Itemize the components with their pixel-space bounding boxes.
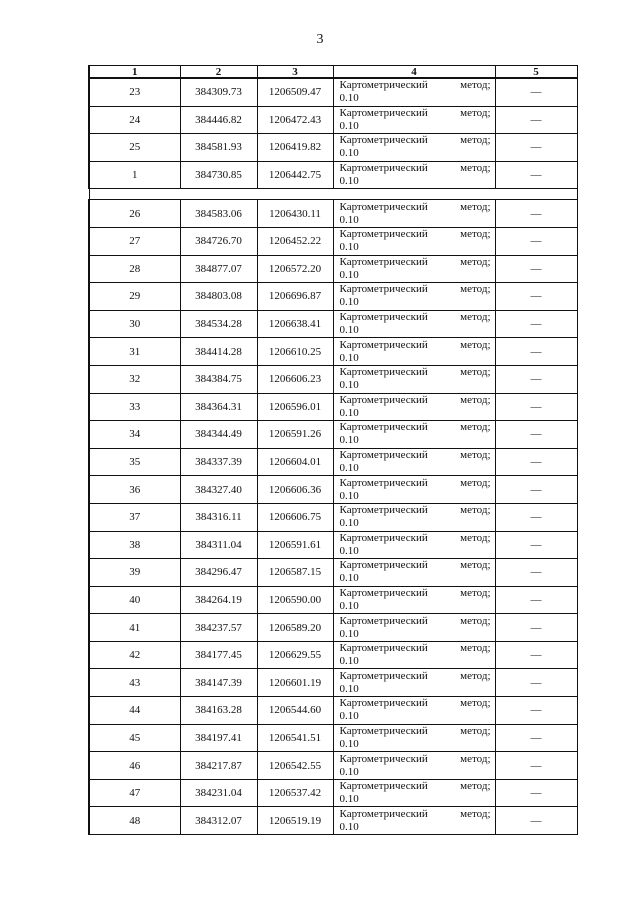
column-5-value: — (495, 807, 577, 835)
coordinate-x: 384414.28 (180, 338, 257, 366)
point-number: 45 (89, 724, 180, 752)
coordinate-y: 1206589.20 (257, 614, 333, 642)
coordinate-x: 384384.75 (180, 365, 257, 393)
coordinate-x: 384316.11 (180, 503, 257, 531)
coordinate-y: 1206606.23 (257, 365, 333, 393)
method-cell (333, 614, 495, 642)
table-row (89, 697, 577, 725)
method-name: Картометрический (339, 780, 428, 793)
method-label: метод; (460, 338, 491, 351)
method-cell (333, 531, 495, 559)
coordinate-x: 384296.47 (180, 559, 257, 587)
column-5-value: — (495, 338, 577, 366)
point-number: 39 (89, 559, 180, 587)
point-number: 28 (89, 255, 180, 283)
method-name: Картометрический (339, 134, 428, 147)
table-row (89, 669, 577, 697)
method-name: Картометрический (339, 338, 428, 351)
column-header-4: 4 (333, 66, 495, 79)
method-name: Картометрический (339, 283, 428, 296)
method-name: Картометрический (339, 476, 428, 489)
table-row (89, 503, 577, 531)
method-accuracy: 0.10 (339, 175, 359, 188)
point-number: 42 (89, 641, 180, 669)
table-row (89, 641, 577, 669)
point-number: 38 (89, 531, 180, 559)
method-line-1 (340, 504, 491, 517)
method-line-1 (340, 532, 491, 545)
method-label: метод; (460, 106, 491, 119)
method-line-1 (340, 449, 491, 462)
method-accuracy: 0.10 (339, 572, 359, 585)
method-accuracy: 0.10 (339, 119, 359, 132)
coordinate-y: 1206419.82 (257, 134, 333, 162)
table-row (89, 531, 577, 559)
table-row (89, 283, 577, 311)
method-label: метод; (460, 752, 491, 765)
coordinate-y: 1206610.25 (257, 338, 333, 366)
method-line-1 (340, 256, 491, 269)
method-accuracy: 0.10 (339, 682, 359, 695)
coordinate-x: 384364.31 (180, 393, 257, 421)
method-line-1 (340, 162, 491, 175)
method-cell (333, 78, 495, 106)
method-line-1 (340, 366, 491, 379)
point-number: 36 (89, 476, 180, 504)
coordinates-table (88, 65, 578, 835)
method-accuracy: 0.10 (339, 710, 359, 723)
column-5-value: — (495, 641, 577, 669)
method-accuracy: 0.10 (339, 737, 359, 750)
point-number: 44 (89, 697, 180, 725)
coordinate-y: 1206572.20 (257, 255, 333, 283)
method-label: метод; (460, 559, 491, 572)
coordinate-y: 1206587.15 (257, 559, 333, 587)
column-5-value: — (495, 255, 577, 283)
coordinate-x: 384237.57 (180, 614, 257, 642)
method-cell (333, 255, 495, 283)
table-row (89, 448, 577, 476)
column-5-value: — (495, 531, 577, 559)
method-name: Картометрический (339, 642, 428, 655)
method-cell (333, 227, 495, 255)
method-cell (333, 779, 495, 807)
coordinate-y: 1206601.19 (257, 669, 333, 697)
column-header-1: 1 (89, 66, 180, 79)
coordinate-y: 1206442.75 (257, 161, 333, 189)
table-row (89, 724, 577, 752)
coordinate-x: 384177.45 (180, 641, 257, 669)
table-row (89, 255, 577, 283)
table-row (89, 365, 577, 393)
point-number: 47 (89, 779, 180, 807)
method-label: метод; (460, 228, 491, 241)
column-header-2: 2 (180, 66, 257, 79)
page-number: 3 (316, 32, 324, 47)
coordinate-y: 1206629.55 (257, 641, 333, 669)
method-accuracy: 0.10 (339, 517, 359, 530)
method-accuracy: 0.10 (339, 765, 359, 778)
method-label: метод; (460, 724, 491, 737)
coordinate-y: 1206591.61 (257, 531, 333, 559)
coordinate-x: 384446.82 (180, 106, 257, 134)
point-number: 24 (89, 106, 180, 134)
coordinate-y: 1206542.55 (257, 752, 333, 780)
method-label: метод; (460, 586, 491, 599)
method-line-1 (340, 201, 491, 214)
coordinate-y: 1206606.36 (257, 476, 333, 504)
table-row (89, 614, 577, 642)
column-5-value: — (495, 697, 577, 725)
table-row (89, 78, 577, 106)
method-label: метод; (460, 255, 491, 268)
coordinate-x: 384231.04 (180, 779, 257, 807)
coordinate-y: 1206519.19 (257, 807, 333, 835)
separator-cell (89, 189, 577, 200)
column-5-value: — (495, 503, 577, 531)
column-5-value: — (495, 586, 577, 614)
coordinate-x: 384312.07 (180, 807, 257, 835)
method-accuracy: 0.10 (339, 406, 359, 419)
method-name: Картометрический (339, 669, 428, 682)
coordinate-y: 1206544.60 (257, 697, 333, 725)
coordinate-y: 1206509.47 (257, 78, 333, 106)
coordinate-x: 384730.85 (180, 161, 257, 189)
method-label: метод; (460, 807, 491, 820)
method-line-1 (340, 134, 491, 147)
method-line-1 (340, 808, 491, 821)
method-name: Картометрический (339, 449, 428, 462)
method-accuracy: 0.10 (339, 213, 359, 226)
method-name: Картометрический (339, 255, 428, 268)
method-accuracy: 0.10 (339, 351, 359, 364)
method-line-1 (340, 228, 491, 241)
method-accuracy: 0.10 (339, 489, 359, 502)
method-accuracy: 0.10 (339, 324, 359, 337)
column-header-3: 3 (257, 66, 333, 79)
point-number: 33 (89, 393, 180, 421)
method-line-1 (340, 311, 491, 324)
method-accuracy: 0.10 (339, 268, 359, 281)
method-line-1 (340, 421, 491, 434)
method-cell (333, 310, 495, 338)
coordinate-x: 384803.08 (180, 283, 257, 311)
method-label: метод; (460, 311, 491, 324)
point-number: 32 (89, 365, 180, 393)
column-5-value: — (495, 200, 577, 228)
coordinate-y: 1206430.11 (257, 200, 333, 228)
method-cell (333, 338, 495, 366)
method-label: метод; (460, 476, 491, 489)
method-label: метод; (460, 449, 491, 462)
column-5-value: — (495, 161, 577, 189)
table-header-row (89, 66, 577, 79)
method-cell (333, 586, 495, 614)
point-number: 29 (89, 283, 180, 311)
coordinate-y: 1206638.41 (257, 310, 333, 338)
method-name: Картометрический (339, 752, 428, 765)
method-name: Картометрический (339, 586, 428, 599)
method-name: Картометрический (339, 614, 428, 627)
table-row (89, 161, 577, 189)
coordinate-x: 384163.28 (180, 697, 257, 725)
method-line-1 (340, 477, 491, 490)
column-5-value: — (495, 724, 577, 752)
method-name: Картометрический (339, 421, 428, 434)
method-label: метод; (460, 283, 491, 296)
point-number: 31 (89, 338, 180, 366)
point-number: 1 (89, 161, 180, 189)
method-name: Картометрический (339, 162, 428, 175)
column-5-value: — (495, 283, 577, 311)
table-row (89, 476, 577, 504)
method-line-1 (340, 339, 491, 352)
method-line-1 (340, 79, 491, 92)
method-line-1 (340, 283, 491, 296)
method-line-1 (340, 559, 491, 572)
method-cell (333, 476, 495, 504)
point-number: 37 (89, 503, 180, 531)
method-name: Картометрический (339, 311, 428, 324)
table-row (89, 421, 577, 449)
method-cell (333, 106, 495, 134)
column-5-value: — (495, 310, 577, 338)
method-name: Картометрический (339, 559, 428, 572)
coordinate-x: 384581.93 (180, 134, 257, 162)
method-cell (333, 365, 495, 393)
method-label: метод; (460, 531, 491, 544)
coordinate-x: 384344.49 (180, 421, 257, 449)
method-cell (333, 421, 495, 449)
method-accuracy: 0.10 (339, 793, 359, 806)
method-name: Картометрический (339, 504, 428, 517)
point-number: 23 (89, 78, 180, 106)
point-number: 43 (89, 669, 180, 697)
method-name: Картометрический (339, 807, 428, 820)
method-accuracy: 0.10 (339, 147, 359, 160)
method-accuracy: 0.10 (339, 296, 359, 309)
method-cell (333, 134, 495, 162)
method-accuracy: 0.10 (339, 599, 359, 612)
coordinate-y: 1206452.22 (257, 227, 333, 255)
point-number: 34 (89, 421, 180, 449)
coordinate-y: 1206604.01 (257, 448, 333, 476)
method-name: Картометрический (339, 228, 428, 241)
column-5-value: — (495, 779, 577, 807)
column-5-value: — (495, 227, 577, 255)
separator-row (89, 189, 577, 200)
method-cell (333, 503, 495, 531)
point-number: 35 (89, 448, 180, 476)
point-number: 30 (89, 310, 180, 338)
method-label: метод; (460, 642, 491, 655)
method-line-1 (340, 642, 491, 655)
table-row (89, 338, 577, 366)
method-cell (333, 200, 495, 228)
coordinate-y: 1206596.01 (257, 393, 333, 421)
method-line-1 (340, 780, 491, 793)
method-name: Картометрический (339, 200, 428, 213)
coordinate-x: 384327.40 (180, 476, 257, 504)
method-accuracy: 0.10 (339, 544, 359, 557)
column-5-value: — (495, 448, 577, 476)
coordinate-x: 384534.28 (180, 310, 257, 338)
column-5-value: — (495, 365, 577, 393)
coordinate-y: 1206591.26 (257, 421, 333, 449)
method-line-1 (340, 670, 491, 683)
method-label: метод; (460, 504, 491, 517)
coordinate-y: 1206590.00 (257, 586, 333, 614)
method-line-1 (340, 697, 491, 710)
method-label: метод; (460, 79, 491, 92)
method-name: Картометрический (339, 106, 428, 119)
column-5-value: — (495, 752, 577, 780)
method-name: Картометрический (339, 697, 428, 710)
table-row (89, 227, 577, 255)
method-accuracy: 0.10 (339, 92, 359, 105)
coordinate-x: 384217.87 (180, 752, 257, 780)
column-5-value: — (495, 78, 577, 106)
point-number: 27 (89, 227, 180, 255)
table-row (89, 393, 577, 421)
table-row (89, 779, 577, 807)
column-5-value: — (495, 614, 577, 642)
method-line-1 (340, 615, 491, 628)
point-number: 25 (89, 134, 180, 162)
method-cell (333, 752, 495, 780)
method-cell (333, 697, 495, 725)
method-label: метод; (460, 780, 491, 793)
method-name: Картометрический (339, 724, 428, 737)
point-number: 40 (89, 586, 180, 614)
method-label: метод; (460, 162, 491, 175)
method-label: метод; (460, 366, 491, 379)
table-row (89, 106, 577, 134)
method-cell (333, 448, 495, 476)
method-accuracy: 0.10 (339, 462, 359, 475)
coordinate-x: 384309.73 (180, 78, 257, 106)
column-5-value: — (495, 106, 577, 134)
method-cell (333, 283, 495, 311)
point-number: 48 (89, 807, 180, 835)
method-label: метод; (460, 134, 491, 147)
coordinate-y: 1206537.42 (257, 779, 333, 807)
coordinate-x: 384877.07 (180, 255, 257, 283)
method-accuracy: 0.10 (339, 655, 359, 668)
coordinate-x: 384726.70 (180, 227, 257, 255)
method-label: метод; (460, 393, 491, 406)
coordinate-x: 384264.19 (180, 586, 257, 614)
method-name: Картометрический (339, 79, 428, 92)
method-label: метод; (460, 697, 491, 710)
table-row (89, 586, 577, 614)
method-line-1 (340, 725, 491, 738)
coordinate-y: 1206606.75 (257, 503, 333, 531)
table-row (89, 134, 577, 162)
method-label: метод; (460, 421, 491, 434)
table-row (89, 310, 577, 338)
point-number: 26 (89, 200, 180, 228)
coordinate-y: 1206541.51 (257, 724, 333, 752)
method-line-1 (340, 753, 491, 766)
column-header-5: 5 (495, 66, 577, 79)
method-line-1 (340, 394, 491, 407)
coordinate-x: 384583.06 (180, 200, 257, 228)
table-row (89, 752, 577, 780)
method-line-1 (340, 107, 491, 120)
method-cell (333, 669, 495, 697)
method-label: метод; (460, 669, 491, 682)
column-5-value: — (495, 421, 577, 449)
point-number: 41 (89, 614, 180, 642)
method-accuracy: 0.10 (339, 820, 359, 833)
method-cell (333, 641, 495, 669)
column-5-value: — (495, 559, 577, 587)
method-cell (333, 724, 495, 752)
method-name: Картометрический (339, 366, 428, 379)
column-5-value: — (495, 134, 577, 162)
method-name: Картометрический (339, 393, 428, 406)
method-accuracy: 0.10 (339, 434, 359, 447)
coordinate-y: 1206472.43 (257, 106, 333, 134)
method-cell (333, 559, 495, 587)
coordinate-x: 384197.41 (180, 724, 257, 752)
column-5-value: — (495, 476, 577, 504)
method-cell (333, 161, 495, 189)
column-5-value: — (495, 393, 577, 421)
method-accuracy: 0.10 (339, 379, 359, 392)
table-row (89, 559, 577, 587)
coordinate-x: 384337.39 (180, 448, 257, 476)
coordinate-x: 384147.39 (180, 669, 257, 697)
table-row (89, 807, 577, 835)
method-label: метод; (460, 614, 491, 627)
method-line-1 (340, 587, 491, 600)
method-cell (333, 807, 495, 835)
coordinate-y: 1206696.87 (257, 283, 333, 311)
method-cell (333, 393, 495, 421)
method-accuracy: 0.10 (339, 627, 359, 640)
method-name: Картометрический (339, 531, 428, 544)
point-number: 46 (89, 752, 180, 780)
method-label: метод; (460, 200, 491, 213)
table-row (89, 200, 577, 228)
table-body (89, 78, 577, 835)
column-5-value: — (495, 669, 577, 697)
coordinate-x: 384311.04 (180, 531, 257, 559)
method-accuracy: 0.10 (339, 241, 359, 254)
